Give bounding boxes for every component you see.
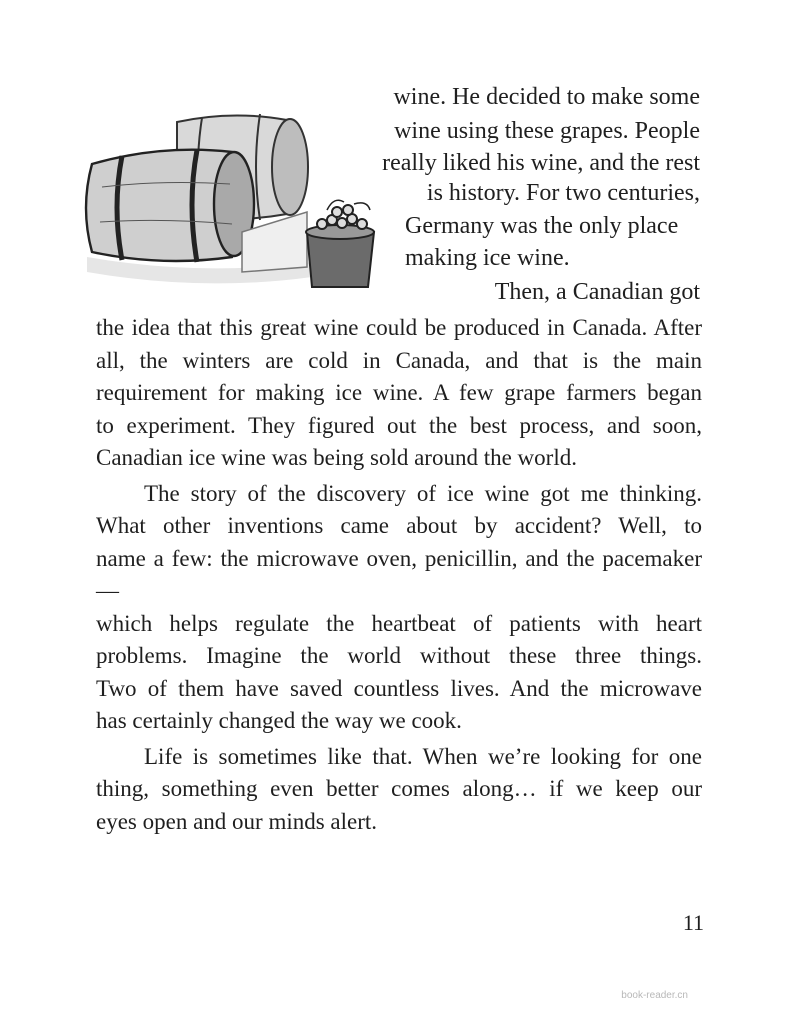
text-line: What other inventions came about by accident? Well, to (96, 513, 702, 538)
text-line: Germany was the only place (405, 213, 679, 239)
text-line: wine using these grapes. People (394, 118, 700, 144)
text-line: which helps regulate the heartbeat of patients with heart (96, 610, 702, 636)
text-line: Life is sometimes like that. When we’re looking for one (144, 743, 702, 769)
paragraph-3 (96, 741, 702, 839)
page-number: 11 (682, 910, 704, 935)
text-line: wine. He decided to make some (393, 84, 700, 110)
watermark: book-reader.cn (621, 990, 688, 1001)
text-line: to experiment. They figured out the best process, and soon, (96, 412, 702, 438)
paragraph-2 (96, 478, 702, 738)
text-line: Canadian ice wine was being sold around the world. (96, 445, 577, 470)
text-line: is history. For two centuries, (426, 180, 700, 206)
text-line: problems. Imagine the world without these three things. (96, 643, 702, 668)
paragraph-1 (96, 312, 702, 475)
text-line: Then, a Canadian got (494, 279, 700, 305)
text-line: requirement for making ice wine. A few grape farmers began (96, 380, 702, 405)
text-line: thing, something even better comes along… if we keep our (96, 776, 702, 801)
text-line: all, the winters are cold in Canada, and that is the main (96, 347, 702, 373)
text-line: making ice wine. (405, 245, 570, 271)
text-line: eyes open and our minds alert. (96, 808, 378, 834)
text-line: really liked his wine, and the rest (382, 150, 700, 176)
text-line: the idea that this great wine could be produced in Canada. After (96, 315, 702, 340)
body-text (96, 312, 702, 838)
text-line: name a few: the microwave oven, penicillin, and the pacemaker— (96, 545, 702, 603)
wine-barrels-illustration-icon (82, 92, 382, 292)
text-line: The story of the discovery of ice wine got me thinking. (144, 480, 702, 506)
text-line: Two of them have saved countless lives. And the microwave (96, 675, 702, 701)
text-line: has certainly changed the way we cook. (96, 708, 462, 733)
